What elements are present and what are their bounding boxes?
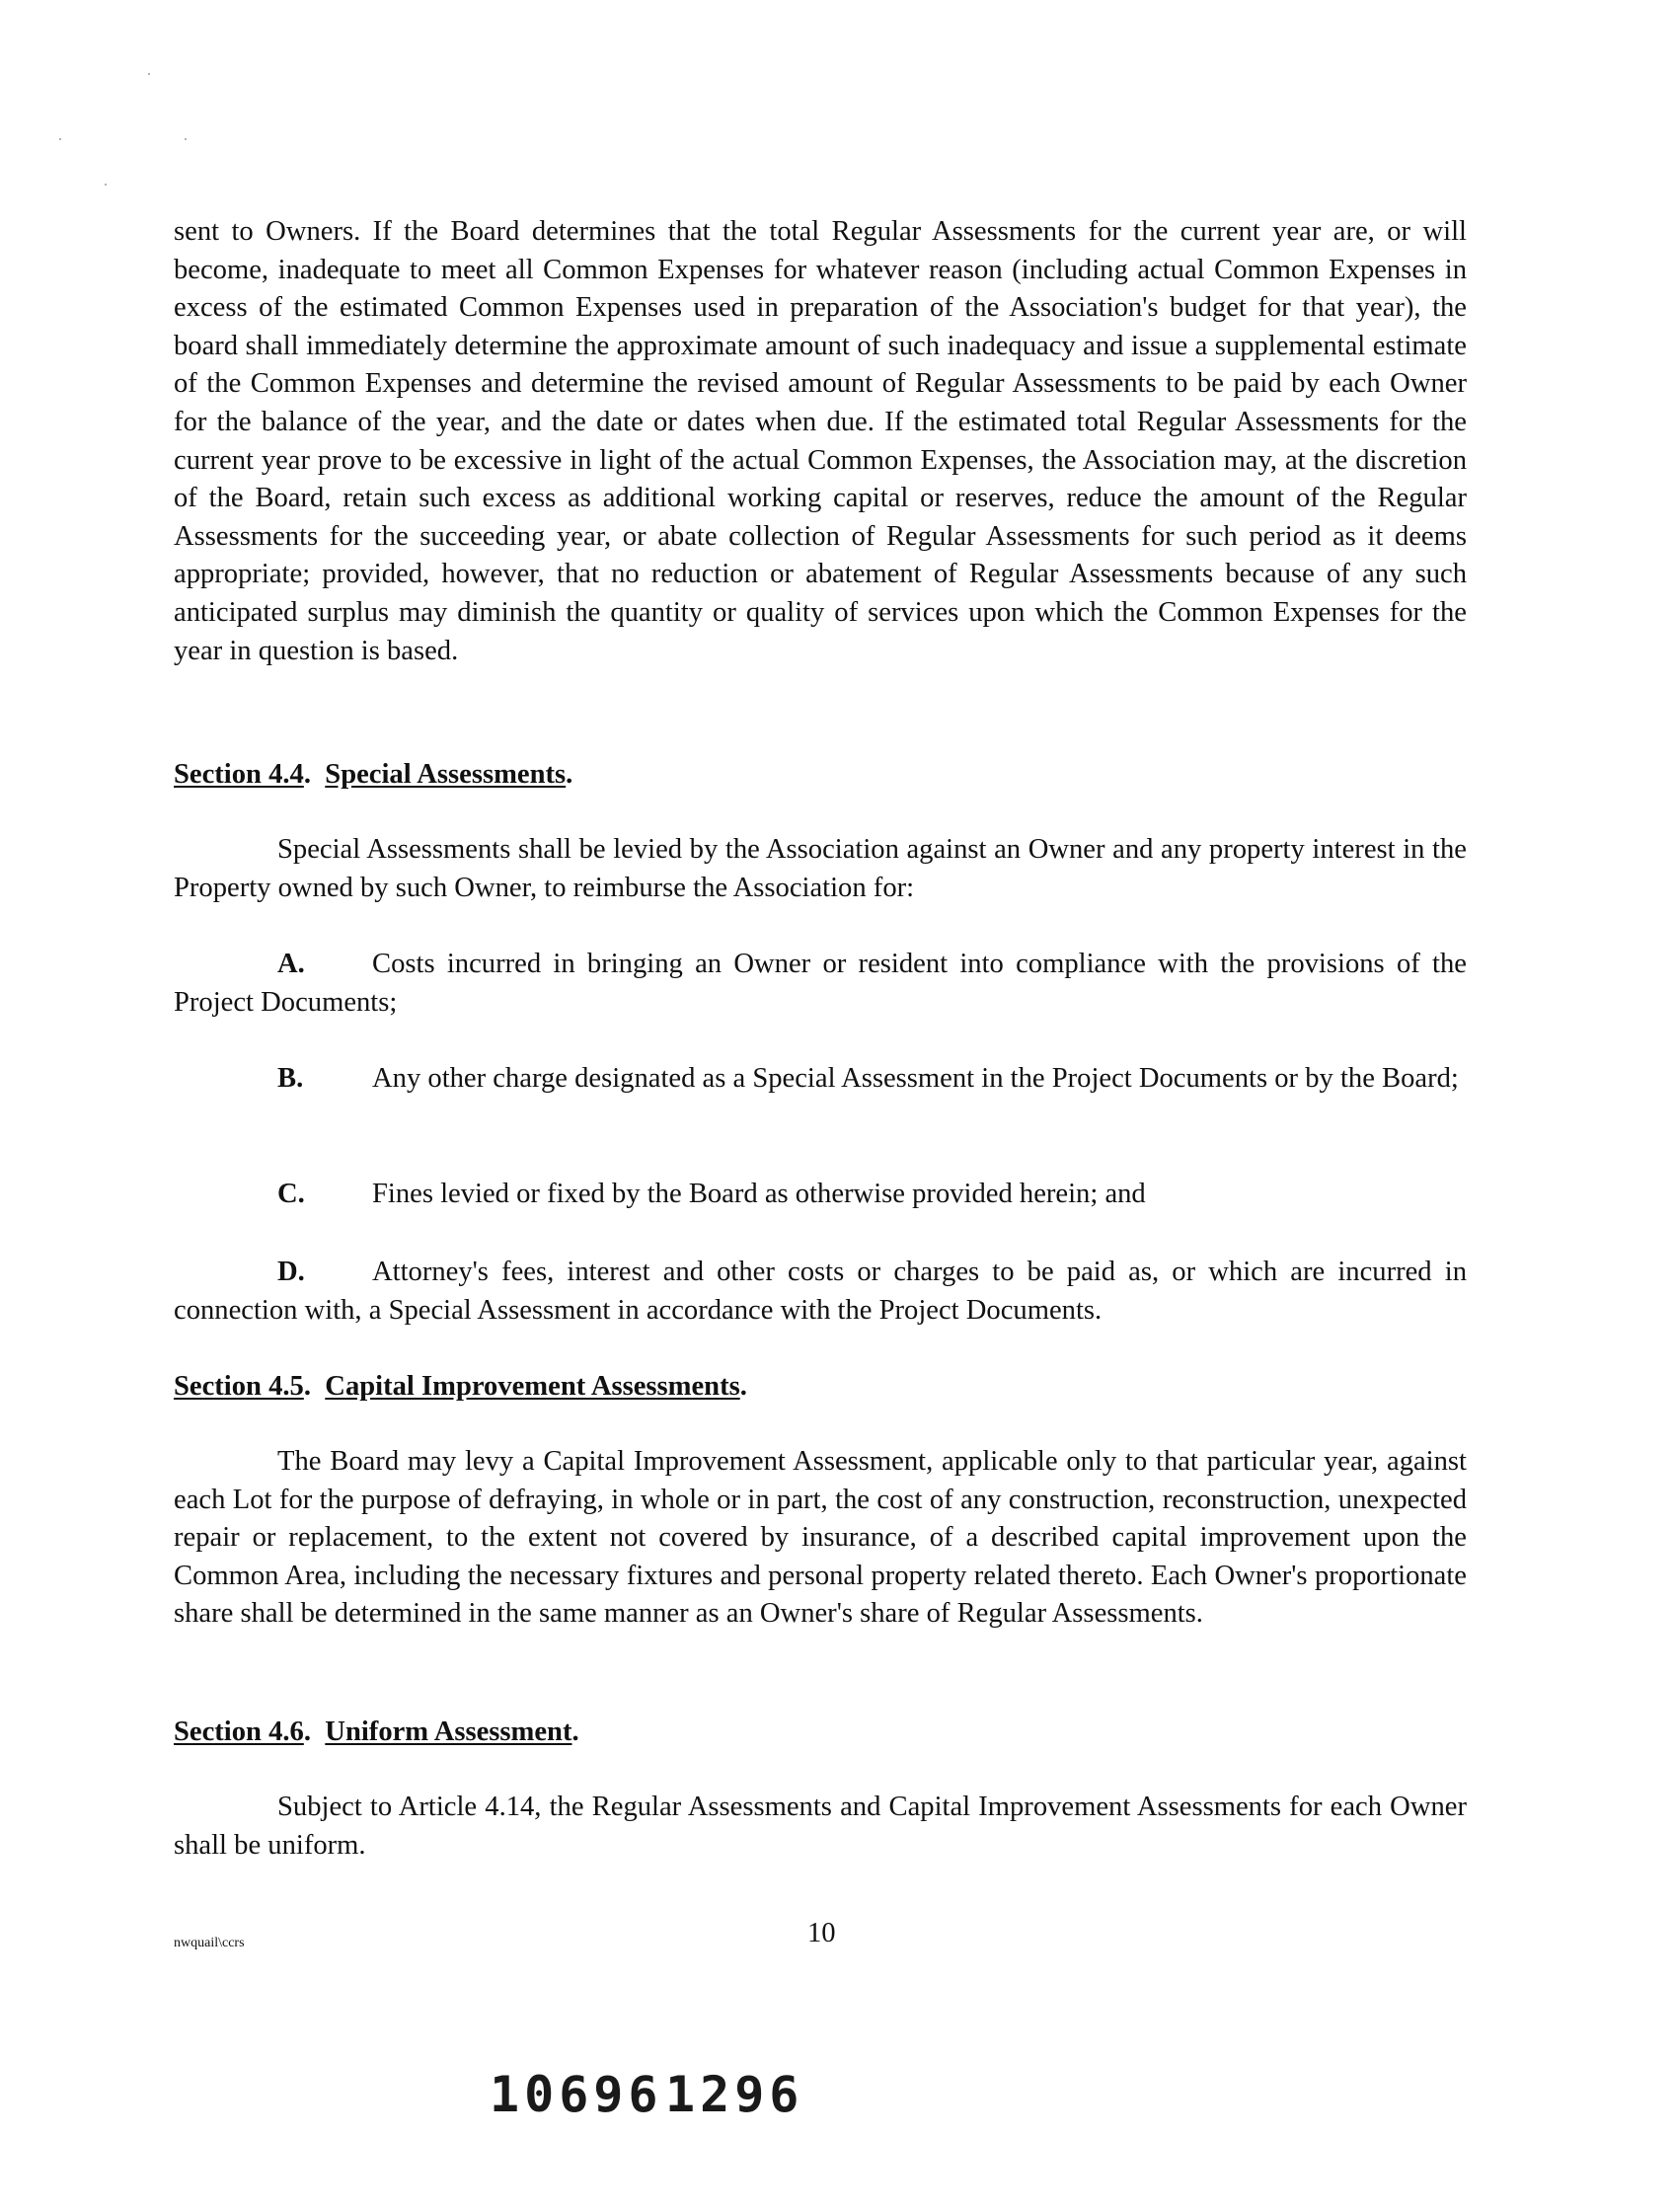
section-4-6-body: Subject to Article 4.14, the Regular Assessments and Capital Improvement Assessments for each Owner shall be uniform. xyxy=(174,1792,1467,1861)
recording-book-number: 10696 xyxy=(490,2066,663,2123)
list-item-text: Any other charge designated as a Special Assessment in the Project Documents or by the Board; xyxy=(372,1063,1459,1094)
list-item-letter: C. xyxy=(277,1179,305,1209)
file-label: nwquail\ccrs xyxy=(174,1936,245,1950)
list-item-text: Fines levied or fixed by the Board as otherwise provided herein; and xyxy=(372,1179,1146,1209)
section-4-4-body: Special Assessments shall be levied by the Association against an Owner and any property interest in the Property owned by such Owner, to reimburse the Association for: xyxy=(174,834,1467,903)
list-item-d xyxy=(174,1254,1467,1330)
list-item-b xyxy=(174,1060,1467,1099)
list-item-letter: D. xyxy=(277,1257,305,1287)
section-title: Uniform Assessment xyxy=(325,1716,572,1747)
intro-paragraph: sent to Owners. If the Board determines that the total Regular Assessments for the current year are, or will become, inadequate to meet all Common Expenses for whatever reason (including actual Common Expenses in excess of the estimated Common Expenses used in preparation of the Association's budget for that year), the board shall immediately determine the approximate amount of such inadequacy and issue a supplemental estimate of the Common Expenses and determine the revised amount of Regular Assessments to be paid by each Owner for the balance of the year, and the date or dates when due. If the estimated total Regular Assessments for the current year prove to be excessive in light of the actual Common Expenses, the Association may, at the discretion of the Board, retain such excess as additional working capital or reserves, reduce the amount of the Regular Assessments for the succeeding year, or abate collection of Regular Assessments for such period as it deems appropriate; provided, however, that no reduction or abatement of Regular Assessments because of any such anticipated surplus may diminish the quantity or quality of services upon which the Common Expenses for the year in question is based. xyxy=(174,216,1467,666)
section-number: Section 4.6 xyxy=(174,1716,304,1747)
scan-speck xyxy=(105,184,107,186)
scan-speck xyxy=(185,138,187,140)
section-4-5-heading: Section 4.5. Capital Improvement Assessments. xyxy=(174,1371,747,1402)
scan-speck xyxy=(148,73,150,75)
section-title: Special Assessments xyxy=(325,759,567,790)
section-number: Section 4.4 xyxy=(174,759,304,790)
scan-speck xyxy=(59,138,61,140)
recording-page-number: 1296 xyxy=(665,2066,804,2123)
list-item-a xyxy=(174,946,1467,1022)
section-4-4-heading: Section 4.4. Special Assessments. xyxy=(174,759,573,790)
list-item-text: Attorney's fees, interest and other costs or charges to be paid as, or which are incurred in connection with, a Special Assessment in accordance with the Project Documents. xyxy=(174,1257,1467,1326)
list-item-letter: B. xyxy=(277,1063,304,1094)
section-title: Capital Improvement Assessments xyxy=(325,1371,740,1402)
list-item-text: Costs incurred in bringing an Owner or resident into compliance with the provisions of the Project Documents; xyxy=(174,949,1467,1018)
page-number: 10 xyxy=(807,1918,836,1948)
list-item-letter: A. xyxy=(277,949,305,979)
section-4-6-heading: Section 4.6. Uniform Assessment. xyxy=(174,1716,579,1747)
section-4-5-body: The Board may levy a Capital Improvement Assessment, applicable only to that particular year, against each Lot for the purpose of defraying, in whole or in part, the cost of any construction, reconstruction, unexpected repair or replacement, to the extent not covered by insurance, of a described capital improvement upon the Common Area, including the necessary fixtures and personal property related thereto. Each Owner's proportionate share shall be determined in the same manner as an Owner's share of Regular Assessments. xyxy=(174,1446,1467,1630)
list-item-c xyxy=(174,1176,1467,1214)
section-number: Section 4.5 xyxy=(174,1371,304,1402)
